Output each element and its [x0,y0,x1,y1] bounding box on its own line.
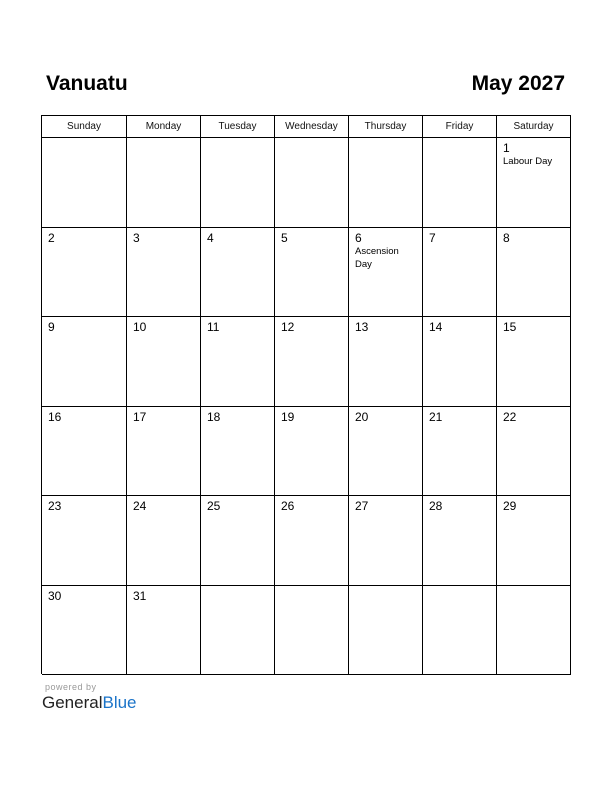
day-number: 11 [207,320,220,334]
weekday-header: Monday [127,116,201,138]
day-cell[interactable] [42,317,127,407]
empty-day-cell [275,586,349,676]
day-cell[interactable] [423,228,497,318]
empty-day-cell [349,586,423,676]
day-number: 10 [133,320,147,334]
day-cell[interactable] [275,496,349,586]
day-cell[interactable] [201,317,275,407]
day-cell[interactable] [497,228,571,318]
day-cell[interactable] [497,496,571,586]
day-cell[interactable] [127,407,201,497]
day-number: 29 [503,499,517,513]
day-cell[interactable] [201,228,275,318]
day-cell[interactable] [201,496,275,586]
day-cell[interactable] [42,586,127,676]
day-number: 24 [133,499,147,513]
day-number: 1 [503,141,510,155]
day-number: 4 [207,230,214,245]
weeks-container [42,138,571,675]
week-row [42,407,571,497]
powered-by-text: powered by [45,682,97,692]
week-row [42,228,571,318]
day-number: 13 [355,320,369,334]
week-row [42,496,571,586]
day-number: 30 [48,588,62,603]
week-row [42,138,571,228]
generalblue-logo[interactable] [42,693,137,713]
day-cell[interactable] [42,496,127,586]
day-cell[interactable] [275,407,349,497]
day-cell[interactable] [349,317,423,407]
empty-day-cell [423,138,497,228]
weekday-header: Tuesday [201,116,275,138]
day-number: 31 [133,588,147,603]
day-number: 21 [429,409,443,424]
day-number: 16 [48,409,62,424]
day-cell[interactable] [349,496,423,586]
day-number: 23 [48,499,62,513]
day-cell[interactable] [127,586,201,676]
empty-day-cell [127,138,201,228]
weekday-header-row [42,116,571,138]
day-cell[interactable] [201,407,275,497]
day-cell[interactable] [42,407,127,497]
day-cell[interactable] [42,228,127,318]
day-number: 2 [48,230,55,245]
day-number: 20 [355,409,369,424]
month-year-title: May 2027 [471,72,565,95]
day-cell[interactable] [275,317,349,407]
day-cell[interactable] [423,317,497,407]
empty-day-cell [201,138,275,228]
day-number: 9 [48,320,55,334]
brand-blue: Blue [102,693,137,712]
holiday-label: Labour Day [503,156,553,167]
day-cell[interactable] [127,317,201,407]
empty-day-cell [275,138,349,228]
empty-day-cell [497,586,571,676]
empty-day-cell [42,138,127,228]
day-cell[interactable] [349,228,423,318]
day-number: 25 [207,499,221,513]
day-number: 3 [133,230,140,245]
day-cell[interactable] [423,407,497,497]
day-number: 15 [503,320,517,334]
weekday-header: Saturday [497,116,571,138]
week-row [42,586,571,676]
brand-general: General [42,693,103,712]
day-number: 26 [281,499,295,513]
day-number: 6 [355,230,362,245]
day-number: 17 [133,409,147,424]
day-number: 5 [281,230,288,245]
day-number: 14 [429,320,443,334]
empty-day-cell [423,586,497,676]
holiday-label: Ascension Day [355,245,399,270]
day-cell[interactable] [275,228,349,318]
week-row [42,317,571,407]
day-cell[interactable] [423,496,497,586]
country-title: Vanuatu [46,72,128,95]
weekday-header: Sunday [42,116,127,138]
day-cell[interactable] [497,317,571,407]
day-cell[interactable] [127,228,201,318]
day-cell[interactable] [127,496,201,586]
day-number: 18 [207,409,221,424]
day-number: 22 [503,409,517,424]
empty-day-cell [201,586,275,676]
weekday-header: Friday [423,116,497,138]
day-cell[interactable] [349,407,423,497]
day-number: 19 [281,409,295,424]
day-number: 28 [429,499,443,513]
day-number: 8 [503,230,510,245]
day-number: 7 [429,230,436,245]
day-cell[interactable] [497,407,571,497]
empty-day-cell [349,138,423,228]
day-cell[interactable] [497,138,571,228]
day-number: 27 [355,499,369,513]
weekday-header: Wednesday [275,116,349,138]
weekday-header: Thursday [349,116,423,138]
day-number: 12 [281,320,295,334]
calendar-grid [41,115,571,674]
